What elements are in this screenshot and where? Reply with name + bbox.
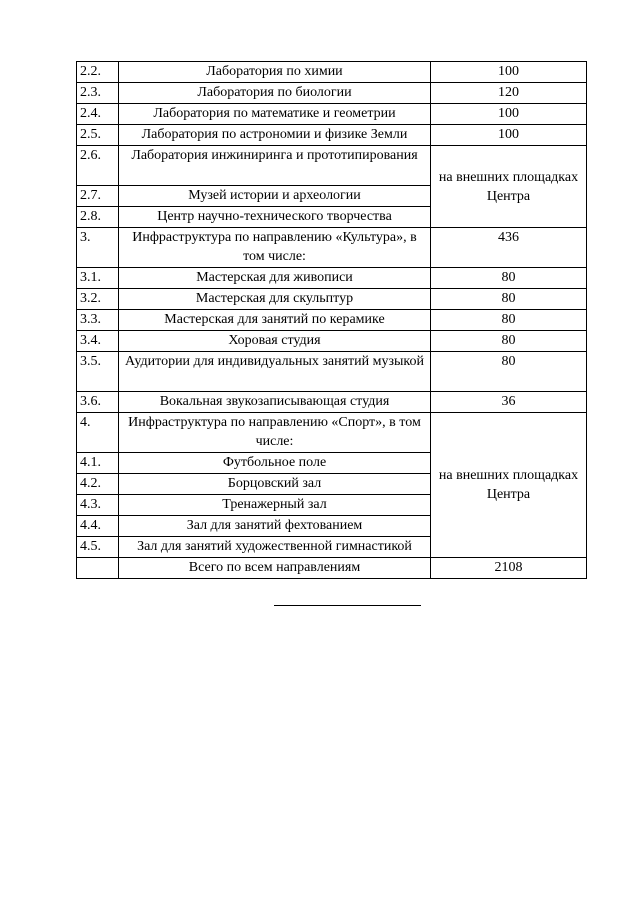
row-name: Лаборатория инжиниринга и прототипирования [119,146,431,186]
row-number: 2.3. [77,83,119,104]
row-value: 80 [431,352,587,392]
table-row [77,104,587,125]
row-number: 3. [77,228,119,268]
row-number: 3.4. [77,331,119,352]
row-name: Лаборатория по химии [119,62,431,83]
closing-divider [274,605,421,606]
row-name: Вокальная звукозаписывающая студия [119,392,431,413]
table-row [77,352,587,392]
table-row [77,268,587,289]
row-name: Зал для занятий фехтованием [119,516,431,537]
table-row [77,289,587,310]
row-name: Мастерская для занятий по керамике [119,310,431,331]
row-number: 3.5. [77,352,119,392]
total-number [77,558,119,579]
row-number: 3.6. [77,392,119,413]
row-number: 4.2. [77,474,119,495]
row-name: Футбольное поле [119,453,431,474]
row-value: 100 [431,62,587,83]
row-value: 36 [431,392,587,413]
row-name: Лаборатория по математике и геометрии [119,104,431,125]
row-name: Борцовский зал [119,474,431,495]
row-name: Мастерская для скульптур [119,289,431,310]
row-name: Аудитории для индивидуальных занятий музыкой [119,352,431,392]
row-number: 3.2. [77,289,119,310]
row-name: Лаборатория по астрономии и физике Земли [119,125,431,146]
row-value: 80 [431,331,587,352]
row-name: Инфраструктура по направлению «Спорт», в том числе: [119,413,431,453]
row-number: 4.3. [77,495,119,516]
infrastructure-table [76,61,587,579]
table-row [77,146,587,186]
row-number: 4.5. [77,537,119,558]
total-row [77,558,587,579]
row-name: Центр научно-технического творчества [119,207,431,228]
row-number: 2.7. [77,186,119,207]
table-row [77,310,587,331]
table-row [77,392,587,413]
table-row [77,125,587,146]
row-number: 2.2. [77,62,119,83]
row-name: Мастерская для живописи [119,268,431,289]
row-number: 2.4. [77,104,119,125]
row-number: 4.4. [77,516,119,537]
row-value: 100 [431,125,587,146]
row-number: 2.5. [77,125,119,146]
row-value: 80 [431,289,587,310]
row-value-merged: на внешних площадках Центра [431,146,587,228]
row-number: 2.8. [77,207,119,228]
row-number: 3.3. [77,310,119,331]
table-row [77,83,587,104]
row-name: Тренажерный зал [119,495,431,516]
total-label: Всего по всем направлениям [119,558,431,579]
row-number: 2.6. [77,146,119,186]
row-name: Хоровая студия [119,331,431,352]
row-number: 4. [77,413,119,453]
table-row [77,228,587,268]
table-row [77,331,587,352]
table-row [77,62,587,83]
row-value: 80 [431,268,587,289]
row-number: 4.1. [77,453,119,474]
row-number: 3.1. [77,268,119,289]
row-name: Лаборатория по биологии [119,83,431,104]
row-value: 80 [431,310,587,331]
row-value: 100 [431,104,587,125]
row-name: Музей истории и археологии [119,186,431,207]
row-value: 436 [431,228,587,268]
total-value: 2108 [431,558,587,579]
row-value: 120 [431,83,587,104]
row-value-merged: на внешних площадках Центра [431,413,587,558]
row-name: Зал для занятий художественной гимнастикой [119,537,431,558]
table-row [77,413,587,453]
row-name: Инфраструктура по направлению «Культура», в том числе: [119,228,431,268]
